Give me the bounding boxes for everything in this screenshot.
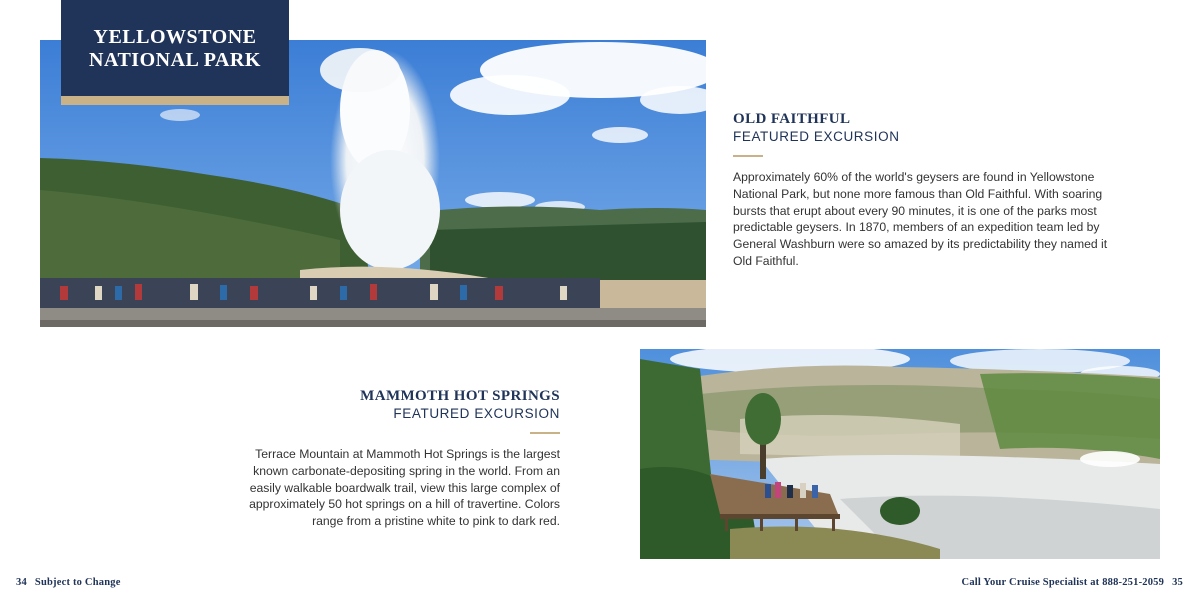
title-gold-bar (61, 96, 289, 105)
footer-left-text: Subject to Change (34, 577, 121, 588)
mammoth-subtitle: FEATURED EXCURSION (393, 406, 560, 421)
mammoth-title: MAMMOTH HOT SPRINGS (360, 388, 560, 404)
right-page-number: 35 (1172, 577, 1183, 588)
old-faithful-title: OLD FAITHFUL (733, 111, 851, 127)
old-faithful-subtitle: FEATURED EXCURSION (733, 129, 900, 144)
park-title-line-2: NATIONAL PARK (89, 48, 261, 71)
old-faithful-body: Approximately 60% of the world's geysers are found in Yellowstone National Park, but none more famous than Old Faithful. With soaring bursts that erupt about every 90 minutes, it is one of the parks most predictable geysers. In 1870, members of an expedition team led by General Washburn were so amazed by its predictability they named it Old Faithful. (733, 170, 1108, 268)
park-title-block (61, 0, 289, 105)
springs-photo-icon (640, 349, 1160, 559)
mammoth-section (235, 387, 560, 530)
footer-left (16, 577, 129, 588)
park-title-line-1: YELLOWSTONE (93, 25, 257, 48)
footer-right (954, 577, 1183, 588)
mammoth-body: Terrace Mountain at Mammoth Hot Springs is the largest known carbonate-depositing spring in the world. From an easily walkable boardwalk trail, view this large complex of approximately 50 hot springs on a hill of travertine. Colors range from a pristine white to pink to dark red. (249, 447, 560, 529)
old-faithful-section (733, 110, 1123, 270)
mammoth-hot-springs-photo (640, 349, 1160, 559)
old-faithful-divider (733, 155, 763, 157)
mammoth-divider (530, 432, 560, 434)
footer-right-text: Call Your Cruise Specialist at 888-251-2059 (961, 577, 1165, 588)
left-page-number: 34 (16, 577, 27, 588)
